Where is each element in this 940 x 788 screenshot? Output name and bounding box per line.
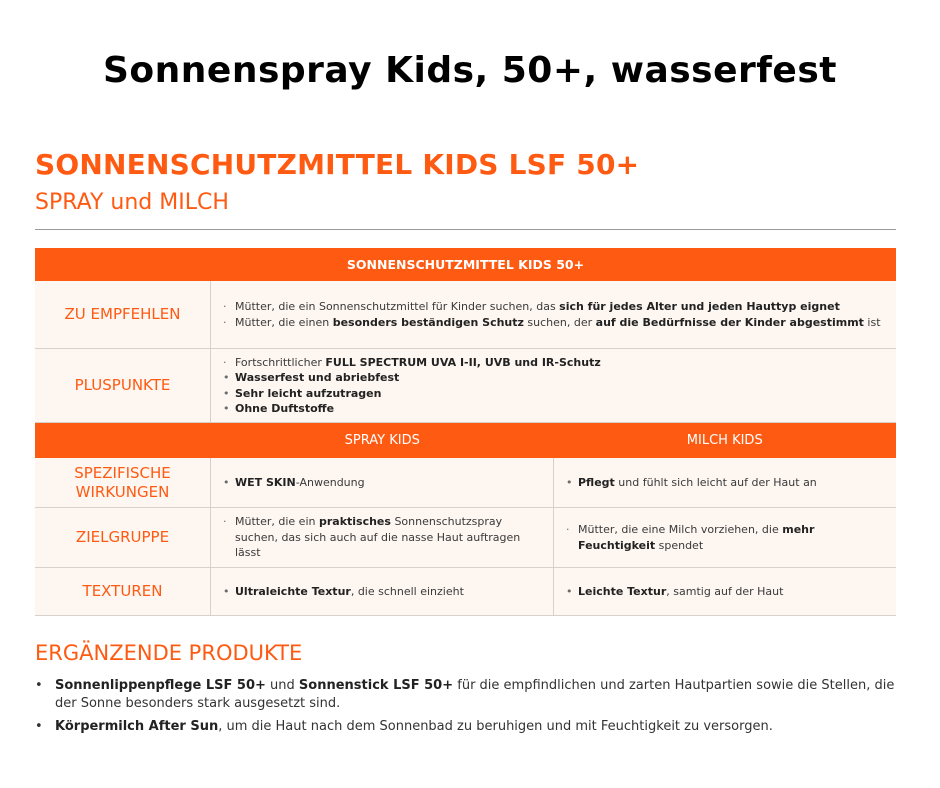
subtable-header [35,423,896,458]
comparison-table [35,248,896,616]
effects-spray: • WET SKIN-Anwendung [223,475,365,489]
row-effects [35,458,896,508]
row-label-target: ZIELGRUPPE [35,508,211,567]
list-item: • Wasserfest und abriebfest [223,371,400,384]
list-item: • Sehr leicht aufzutragen [223,386,382,400]
divider [35,229,896,230]
list-item: · Mütter, die einen besonders beständigen Schutz suchen, der auf die Bedürfnisse der Kinder abgestimmt ist [223,315,881,329]
table-header: SONNENSCHUTZMITTEL KIDS 50+ [35,248,896,281]
row-textures [35,568,896,616]
target-spray: · Mütter, die ein praktisches Sonnenschutzspray suchen, das sich auch auf die nasse Haut auftragen lässt [223,515,521,560]
row-target [35,508,896,568]
row-label-recommend: ZU EMPFEHLEN [35,281,211,348]
target-milk: · Mütter, die eine Milch vorziehen, die mehr Feuchtigkeit spendet [553,508,896,567]
textures-milk: • Leichte Textur, samtig auf der Haut [553,568,896,615]
extra-products-heading: ERGÄNZENDE PRODUKTE [35,641,303,665]
pluspoints-content [211,349,896,422]
textures-spray: • Ultraleichte Textur, die schnell einzieht [223,584,464,598]
effects-milk: • Pflegt und fühlt sich leicht auf der Haut an [553,458,896,507]
product-heading: SONNENSCHUTZMITTEL KIDS LSF 50+ [35,148,640,181]
row-label-pluspoints: PLUSPUNKTE [35,349,211,422]
list-item: • Sonnenlippenpflege LSF 50+ und Sonnenstick LSF 50+ für die empfindlichen und zarten Hautpartien sowie die Stellen, die der Sonne besonders stark ausgesetzt sind. [35,678,895,711]
list-item: · Fortschrittlicher FULL SPECTRUM UVA I-II, UVB und IR-Schutz [223,355,601,369]
row-label-textures: TEXTUREN [35,568,211,615]
list-item: • Ohne Duftstoffe [223,402,335,415]
page-title: Sonnenspray Kids, 50+, wasserfest [102,50,837,91]
product-subheading: SPRAY und MILCH [35,190,229,215]
column-header-milk: MILCH KIDS [686,433,763,448]
list-item: • Körpermilch After Sun, um die Haut nach dem Sonnenbad zu beruhigen und mit Feuchtigkeit zu versorgen. [35,719,773,734]
recommend-content [211,281,896,348]
row-recommend [35,281,896,349]
extra-products-list [35,677,896,742]
row-label-effects: SPEZIFISCHE WIRKUNGEN [35,458,211,507]
column-header-spray: SPRAY KIDS [344,433,420,448]
row-pluspoints [35,349,896,423]
list-item: · Mütter, die ein Sonnenschutzmittel für Kinder suchen, das sich für jedes Alter und jeden Hauttyp eignet [223,300,840,313]
